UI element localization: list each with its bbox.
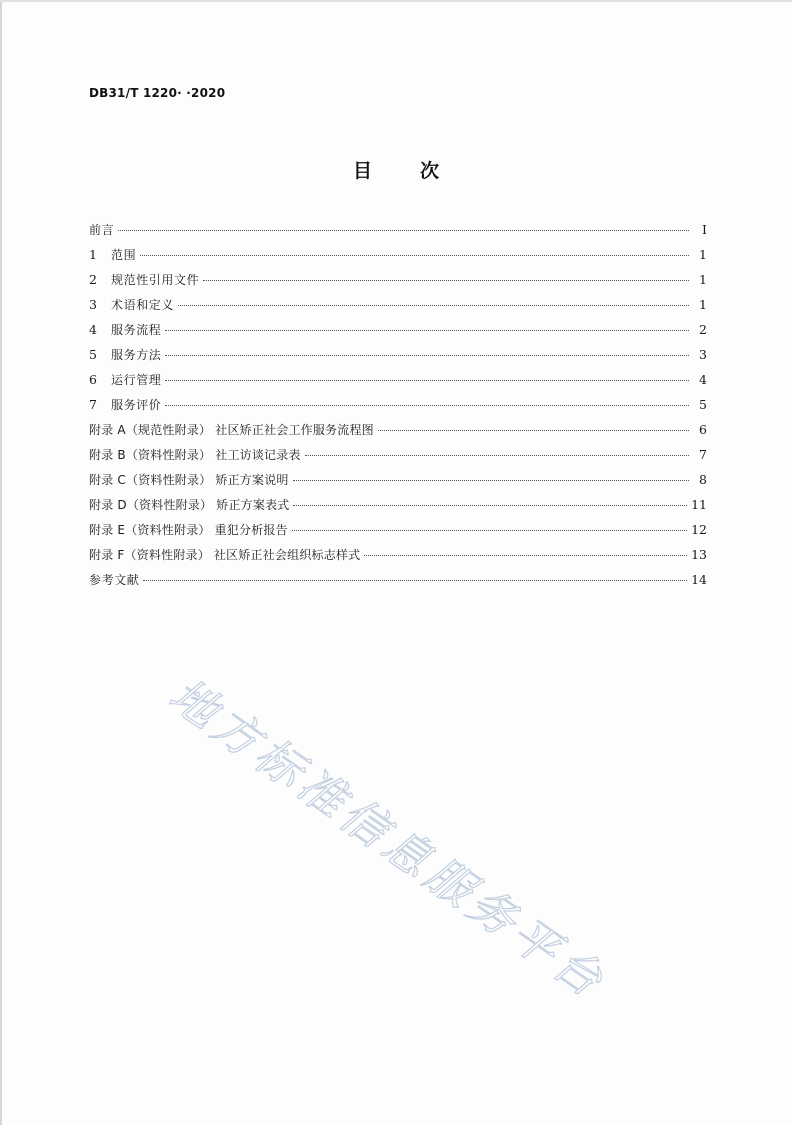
toc-entry-service-process[interactable] [89, 321, 707, 346]
toc-leader-dots [178, 305, 689, 306]
toc-entry-annex-c[interactable] [89, 471, 707, 496]
toc-leader-dots [364, 555, 687, 556]
toc-entry-label: 服务方法 [111, 348, 162, 362]
toc-entry-label: 附录 F（资料性附录） 社区矫正社会组织标志样式 [89, 548, 361, 562]
toc-entry-label: 附录 D（资料性附录） 矫正方案表式 [89, 498, 290, 512]
toc-leader-dots [165, 330, 689, 331]
toc-entry-page: 6 [699, 422, 707, 437]
toc-entry-number: 1 [89, 247, 97, 262]
toc-entry-service-evaluation[interactable] [89, 396, 707, 421]
toc-leader-dots [143, 580, 687, 581]
toc-leader-dots [305, 455, 689, 456]
toc-title-left: 目 [352, 160, 372, 182]
toc-entry-number: 7 [89, 397, 97, 412]
toc-entry-scope[interactable] [89, 246, 707, 271]
table-of-contents [89, 221, 707, 596]
toc-title [0, 156, 792, 183]
toc-entry-label: 参考文献 [89, 573, 140, 587]
toc-leader-dots [378, 430, 689, 431]
toc-leader-dots [165, 355, 689, 356]
watermark-text: 地方标准信息服务平台 [159, 667, 617, 1010]
toc-leader-dots [165, 380, 689, 381]
toc-entry-page: 13 [691, 547, 707, 562]
toc-entry-operation-management[interactable] [89, 371, 707, 396]
toc-entry-foreword[interactable] [89, 221, 707, 246]
toc-entry-label: 附录 A（规范性附录） 社区矫正社会工作服务流程图 [89, 423, 374, 437]
toc-entry-label: 前言 [89, 223, 115, 237]
toc-leader-dots [203, 280, 689, 281]
toc-entry-service-methods[interactable] [89, 346, 707, 371]
toc-entry-page: 14 [691, 572, 707, 587]
toc-entry-annex-b[interactable] [89, 446, 707, 471]
toc-entry-label: 范围 [111, 248, 137, 262]
toc-entry-page: 1 [699, 272, 707, 287]
toc-entry-label: 规范性引用文件 [111, 273, 200, 287]
toc-entry-annex-a[interactable] [89, 421, 707, 446]
toc-entry-annex-d[interactable] [89, 496, 707, 521]
toc-entry-label: 运行管理 [111, 373, 162, 387]
toc-entry-bibliography[interactable] [89, 571, 707, 596]
toc-entry-page: 1 [699, 247, 707, 262]
toc-entry-label: 附录 B（资料性附录） 社工访谈记录表 [89, 448, 301, 462]
toc-entry-label: 服务流程 [111, 323, 162, 337]
toc-entry-annex-e[interactable] [89, 521, 707, 546]
toc-entry-page: 11 [691, 497, 707, 512]
toc-entry-normative-references[interactable] [89, 271, 707, 296]
page-edge-top [0, 0, 792, 2]
toc-title-right: 次 [420, 160, 440, 182]
toc-entry-page: 1 [699, 297, 707, 312]
toc-entry-label: 附录 E（资料性附录） 重犯分析报告 [89, 523, 288, 537]
toc-entry-number: 4 [89, 322, 97, 337]
document-code: DB31/T 1220· ·2020 [89, 86, 226, 100]
toc-entry-page: 8 [699, 472, 707, 487]
toc-entry-number: 3 [89, 297, 97, 312]
toc-entry-page: 7 [699, 447, 707, 462]
toc-entry-page: 4 [699, 372, 707, 387]
toc-entry-label: 术语和定义 [111, 298, 175, 312]
toc-entry-page: 12 [691, 522, 707, 537]
toc-entry-terms-definitions[interactable] [89, 296, 707, 321]
toc-leader-dots [293, 480, 689, 481]
toc-entry-page: 2 [699, 322, 707, 337]
toc-entry-page: 3 [699, 347, 707, 362]
toc-leader-dots [118, 230, 689, 231]
toc-entry-number: 5 [89, 347, 97, 362]
toc-leader-dots [292, 530, 687, 531]
toc-leader-dots [293, 505, 687, 506]
toc-entry-number: 6 [89, 372, 97, 387]
toc-leader-dots [140, 255, 689, 256]
toc-entry-page: I [702, 222, 707, 237]
toc-entry-number: 2 [89, 272, 97, 287]
toc-entry-annex-f[interactable] [89, 546, 707, 571]
toc-leader-dots [165, 405, 689, 406]
toc-entry-page: 5 [699, 397, 707, 412]
toc-entry-label: 服务评价 [111, 398, 162, 412]
toc-entry-label: 附录 C（资料性附录） 矫正方案说明 [89, 473, 289, 487]
